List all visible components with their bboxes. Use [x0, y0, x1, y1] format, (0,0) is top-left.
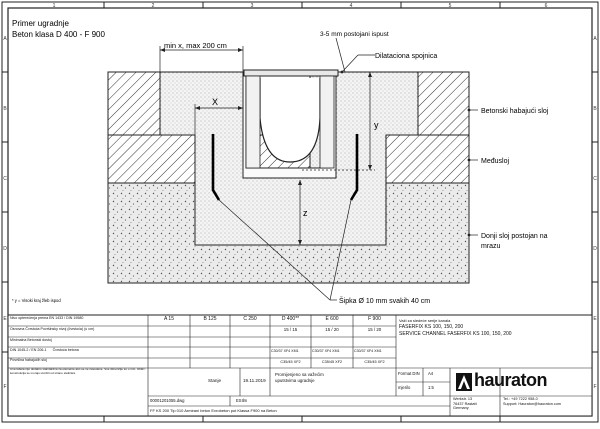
check-text [275, 372, 395, 384]
row-label-e-right: E [593, 316, 597, 322]
check-text-line2: uputstvima ugradnje [275, 378, 315, 383]
dim-label-x: X [212, 97, 219, 107]
row-label-d-right: D [593, 246, 597, 252]
company-address [453, 397, 499, 411]
callout-expansion-joint: Dilatacionа spojnica [375, 53, 438, 60]
callout-intermediate-layer: Međusloj [481, 158, 510, 165]
dim-label-min-x: min x, max 200 cm [164, 41, 227, 50]
drawing-title-line1: Primer ugradnje [12, 19, 69, 28]
channel-invert [260, 78, 320, 162]
dim-leader-gap [336, 38, 345, 72]
code1-e600: C30/37 XF4 XM1 [312, 349, 340, 353]
tb-disclaimer: Ova tabela nije dodatno standardna za elemente ako se ne navedene. Sve dimenzije su u mm. Oblik i konstrukcija se moraju utvrditi od strane statičara. [10, 367, 146, 375]
stamp-date: 19.11.2019 [243, 378, 266, 383]
tb-row-concrete: Osnovna Čvrstoća Površinsky nivoj (čvrstoća) (u cm) [10, 327, 95, 331]
drawn-by: ESIlm [236, 398, 248, 403]
row-label-b: B [3, 106, 7, 112]
product-info [399, 317, 589, 338]
callout-wearing-layer: Betonski habajući sloj [481, 108, 549, 115]
address-line3: Germany [453, 406, 469, 411]
load-class-a15: A 15 [163, 316, 174, 322]
load-class-f900: F 900 [368, 316, 381, 322]
class-val-f900: 15 / 20 [367, 327, 382, 332]
row-label-a: A [3, 36, 7, 42]
company-email: Support: Hauraton@hauraton.com [503, 401, 562, 406]
tb-row-boxes: Površina habajućih sloj [10, 358, 47, 362]
dim-label-y: y [374, 120, 379, 130]
tb-row-din-wrap [10, 348, 146, 358]
dim-label-z: z [303, 208, 308, 218]
stamp-label: Stanje [208, 378, 222, 383]
format-label: Format DIN [398, 371, 420, 376]
dim-label-gap: 3-5 mm postojani ispust [320, 31, 389, 38]
check-text-line1: Promijenjeno sa važećim [275, 372, 324, 377]
col-label-6: 6 [544, 3, 548, 9]
channel-wall-right [320, 76, 334, 168]
row-label-f-right: F [593, 384, 597, 390]
load-class-e600: E 600 [325, 316, 339, 322]
product-info-line2: FASERFIX KS 100, 150, 200 [399, 324, 464, 330]
company-logo-text: hauraton [474, 370, 548, 390]
row-label-b-right: B [593, 106, 597, 112]
wearing-layer-right [418, 72, 469, 135]
scale-label: mjerilo [398, 385, 411, 390]
callout-base-layer-line2: mrazu [481, 243, 501, 250]
format-value: A4 [428, 371, 434, 376]
address-line2: 76437 Rastatt [453, 401, 477, 406]
tb-row-din: DIN 1045-2 / EN 206-1 [10, 348, 47, 352]
row-label-f: F [3, 384, 7, 390]
code2-d400: C35/45 XF2 [280, 360, 301, 364]
row-label-d: D [3, 246, 7, 252]
callout-base-layer-line1: Donji sloj postojan na [481, 233, 548, 240]
code1-d400: C30/37 XF4 XM1 [271, 349, 299, 353]
row-label-e: E [3, 316, 7, 322]
product-info-line3: SERVICE CHANNEL FASERFIX KS 100, 150, 200 [399, 331, 512, 337]
col-label-1: 1 [52, 3, 56, 9]
col-label-5: 5 [448, 3, 452, 9]
company-tel: Tel.: +49 7222 958-0 [503, 397, 538, 401]
row-label-c-right: C [593, 176, 597, 182]
row-label-a-right: A [593, 36, 597, 42]
load-class-c250: C 250 [243, 316, 257, 322]
code2-e600: C35/45 XF2 [321, 360, 343, 364]
class-val-e600: 15 / 20 [325, 327, 339, 332]
col-label-4: 4 [349, 3, 353, 9]
channel-wall-left [246, 76, 260, 168]
row-label-c: C [3, 176, 7, 182]
cross-section [108, 70, 469, 283]
channel-grate [244, 70, 338, 76]
drawing-description: FF KS 200 Tip 010 Armirani beton Evrobeton put Klassa F900 na Beton [150, 408, 277, 413]
col-label-2: 2 [151, 3, 155, 9]
tb-row-din2: Čvrstoća betona [52, 348, 79, 352]
title-block-left-column [10, 316, 146, 375]
class-val-d400: 15 / 15 [283, 327, 298, 332]
scale-value: 1:5 [428, 385, 434, 390]
wearing-layer-left [108, 72, 160, 135]
load-class-b125: B 125 [203, 316, 217, 322]
load-class-d400: D 400** [281, 316, 300, 322]
tb-row-norm: Nivo opterećenja prema EN 1433 / DIN 19580 [10, 316, 84, 320]
address-line1: Werkstr. 13 [453, 397, 473, 401]
company-contact [503, 397, 591, 406]
code1-f900: C30/37 XF4 XM1 [354, 349, 382, 353]
col-label-3: 3 [250, 3, 254, 9]
drawing-number: 00001201055.dwg [150, 398, 185, 403]
callout-rebar: Šipka Ø 10 mm svakih 40 cm [339, 298, 431, 305]
product-info-line1: Važi za sledeće serije kanala [399, 318, 451, 323]
drawing-title-line2: Beton klasa D 400 - F 900 [12, 30, 105, 39]
footnote: * y = Visoki kraj žleb ispod [12, 298, 61, 303]
code2-f900: C35/45 XF2 [364, 360, 385, 364]
tb-row-min: Minimalna Betonski dostoj [10, 338, 52, 342]
